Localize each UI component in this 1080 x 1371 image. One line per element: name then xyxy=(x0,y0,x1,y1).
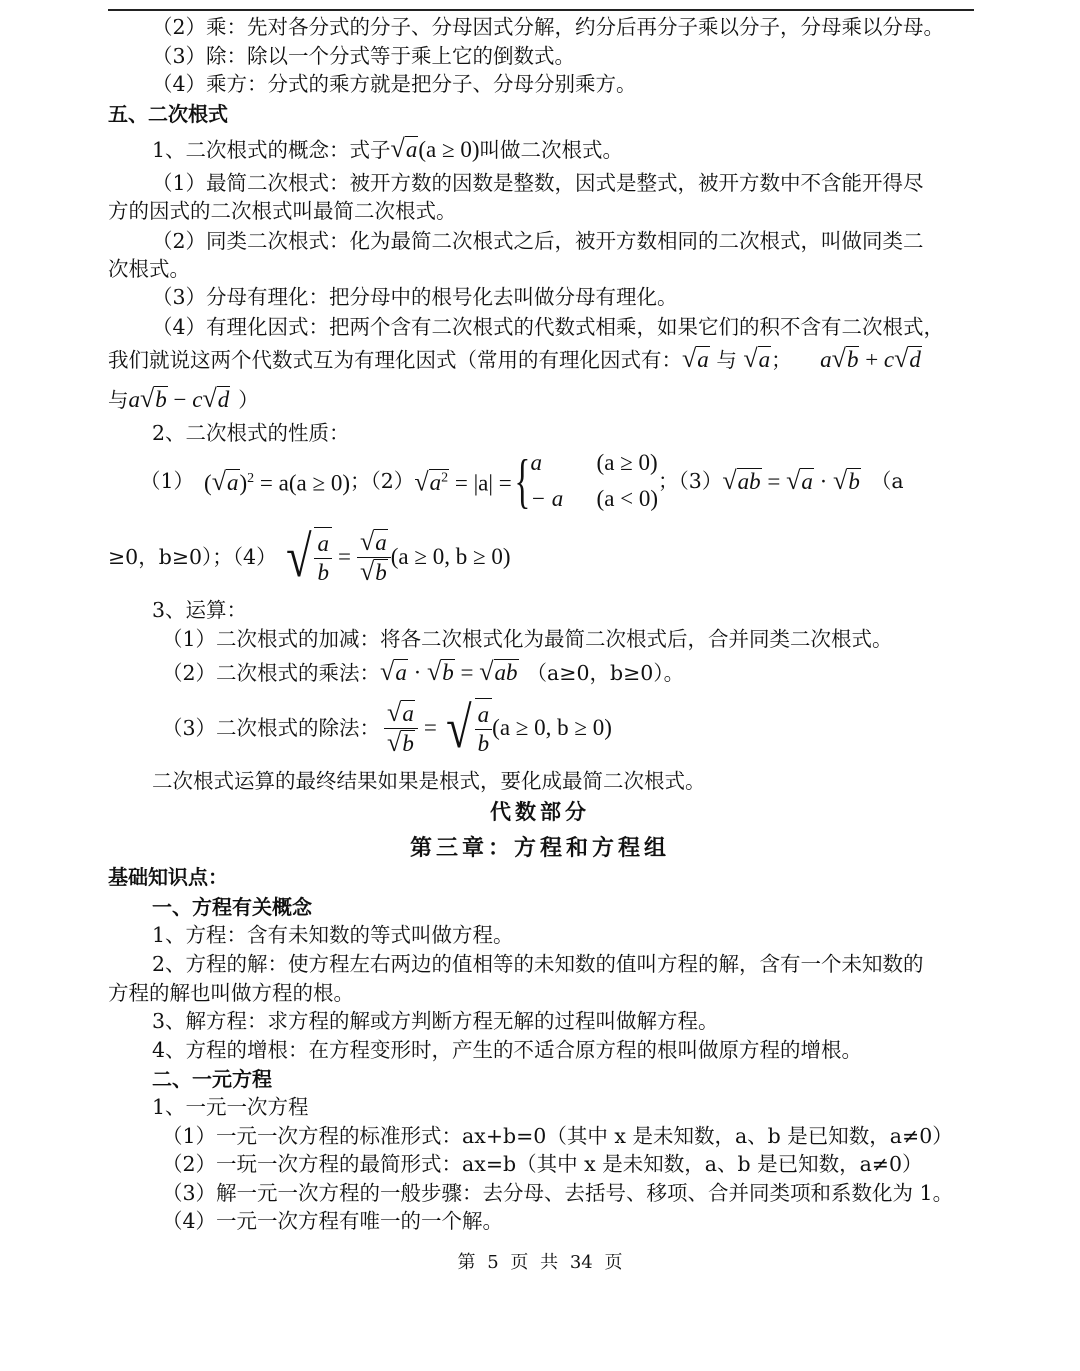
text-span: ； xyxy=(771,348,792,372)
math-case-value: − a xyxy=(530,486,564,511)
math-property-3: √ab = √a · √b xyxy=(722,465,860,495)
text-line: 3、解方程：求方程的解或方判断方程无解的过程叫做解方程。 xyxy=(152,1009,719,1033)
math-condition: (a ≥ 0) xyxy=(418,137,480,162)
text-line: 1、方程：含有未知数的等式叫做方程。 xyxy=(152,923,514,947)
section-heading: 二、一元方程 xyxy=(152,1067,272,1091)
part-title: 代数部分 xyxy=(490,800,590,824)
text-line: 次根式。 xyxy=(108,257,190,281)
text-line xyxy=(152,136,623,163)
page-footer: 第 5 页 共 34 页 xyxy=(457,1252,623,1273)
math-cases xyxy=(531,445,659,517)
text-span: 我们就说这两个代数式互为有理化因式（常用的有理化因式有： xyxy=(108,348,682,372)
text-span: （2）二次根式的乘法： xyxy=(162,661,381,685)
text-line: （1）最简二次根式：被开方数的因数是整数，因式是整式，被开方数中不含能开得尽 xyxy=(152,171,924,195)
text-line: 1、一元一次方程 xyxy=(152,1095,309,1119)
chapter-title: 第三章：方程和方程组 xyxy=(409,836,670,861)
text-span: 与 xyxy=(716,348,737,372)
text-line: （3）解一元一次方程的一般步骤：去分母、去括号、移项、合并同类项和系数化为 1。 xyxy=(162,1181,954,1205)
math-exponent: 2 xyxy=(247,470,255,486)
math-condition: (a ≥ 0, b ≥ 0) xyxy=(492,715,612,740)
property-4-line xyxy=(108,522,511,592)
math-case-condition: (a < 0) xyxy=(596,486,659,511)
text-line: 方的因式的二次根式叫最简二次根式。 xyxy=(108,199,457,223)
text-line xyxy=(108,346,922,373)
text-span: 1、二次根式的概念：式子 xyxy=(152,138,391,162)
math-property-4: √ $\frac{a}{b}$ = $\frac{√a}{√b}$ (a ≥ 0, b ≥ 0) xyxy=(285,524,511,589)
math-case-condition: (a ≥ 0) xyxy=(596,450,658,475)
text-line: （4）有理化因式：把两个含有二次根式的代数式相乘，如果它们的积不含有二次根式， xyxy=(152,315,945,339)
text-span: （3）二次根式的除法： xyxy=(162,716,381,740)
division-line xyxy=(162,694,612,762)
text-line: （3）分母有理化：把分母中的根号化去叫做分母有理化。 xyxy=(152,285,678,309)
header-rule xyxy=(108,9,974,11)
text-line: （3）除：除以一个分式等于乘上它的倒数式。 xyxy=(152,44,576,68)
text-line xyxy=(162,659,684,686)
text-line: （2）乘：先对各分式的分子、分母因式分解，约分后再分子乘以分子，分母乘以分母。 xyxy=(152,15,945,39)
text-span: （1） xyxy=(140,469,195,493)
math-case-value: a xyxy=(530,450,543,475)
text-span: （a≥0，b≥0）。 xyxy=(526,661,685,685)
text-line: 4、方程的增根：在方程变形时，产生的不适合原方程的根叫做原方程的增根。 xyxy=(152,1038,863,1062)
math-expr: = |a| = xyxy=(454,470,512,496)
math-a-sqrt-b-minus-c-sqrt-d: a√b − c√d xyxy=(128,384,230,413)
math-sqrt-a: √a xyxy=(743,344,771,373)
section-heading: 五、二次根式 xyxy=(108,102,228,126)
property-formulas xyxy=(140,448,904,514)
text-line: （2）同类二次根式：化为最简二次根式之后，被开方数相同的二次根式，叫做同类二 xyxy=(152,229,924,253)
text-line: （4）乘方：分式的乘方就是把分子、分母分别乘方。 xyxy=(152,72,637,96)
math-expr: = a(a ≥ 0) xyxy=(259,470,351,496)
math-condition: (a ≥ 0, b ≥ 0) xyxy=(390,544,511,569)
text-line: （1）二次根式的加减：将各二次根式化为最简二次根式后，合并同类二次根式。 xyxy=(162,627,893,651)
text-line xyxy=(108,386,259,413)
math-multiplication: √a · √b = √ab xyxy=(380,657,518,686)
section-heading: 基础知识点： xyxy=(108,865,228,889)
text-span: ≥0，b≥0）；（4） xyxy=(108,545,277,569)
text-line: （4）一元一次方程有唯一的一个解。 xyxy=(162,1209,504,1233)
text-span: （a xyxy=(870,469,904,493)
math-property-2: $√a^2 = |a|$ = xyxy=(414,467,512,497)
text-span: ；（2） xyxy=(350,469,415,493)
text-span: 叫做二次根式。 xyxy=(479,138,623,162)
text-span: ；（3） xyxy=(658,469,723,493)
math-property-1: $(√a)^2 = a(a \ge 0)$ xyxy=(204,467,351,497)
math-sqrt-a-expr: √a(a ≥ 0) xyxy=(390,134,480,163)
text-line: （2）一玩一次方程的最简形式：ax=b（其中 x 是未知数，a、b 是已知数，a≠0） xyxy=(162,1152,923,1176)
math-sqrt-a: √a xyxy=(682,344,709,373)
text-line: 二次根式运算的最终结果如果是根式，要化成最简二次根式。 xyxy=(152,769,706,793)
section-heading: 一、方程有关概念 xyxy=(152,895,312,919)
math-division: $\frac{√a}{√b}$ = √ $\frac{a}{b}$ (a ≥ 0, b ≥ 0) xyxy=(384,698,612,758)
text-line: （1）一元一次方程的标准形式：ax+b=0（其中 x 是未知数，a、b 是已知数，a≠0） xyxy=(162,1124,953,1148)
text-line: 方程的解也叫做方程的根。 xyxy=(108,981,354,1005)
text-line: 2、二次根式的性质： xyxy=(152,421,350,445)
text-line: 3、运算： xyxy=(152,598,248,622)
text-span: ） xyxy=(238,388,259,412)
text-line: 2、方程的解：使方程左右两边的值相等的未知数的值叫方程的解，含有一个未知数的 xyxy=(152,952,924,976)
math-brace: { xyxy=(514,448,531,514)
math-a-sqrt-b-plus-c-sqrt-d: a√b + c√d xyxy=(820,344,921,373)
text-span: 与 xyxy=(108,388,129,412)
